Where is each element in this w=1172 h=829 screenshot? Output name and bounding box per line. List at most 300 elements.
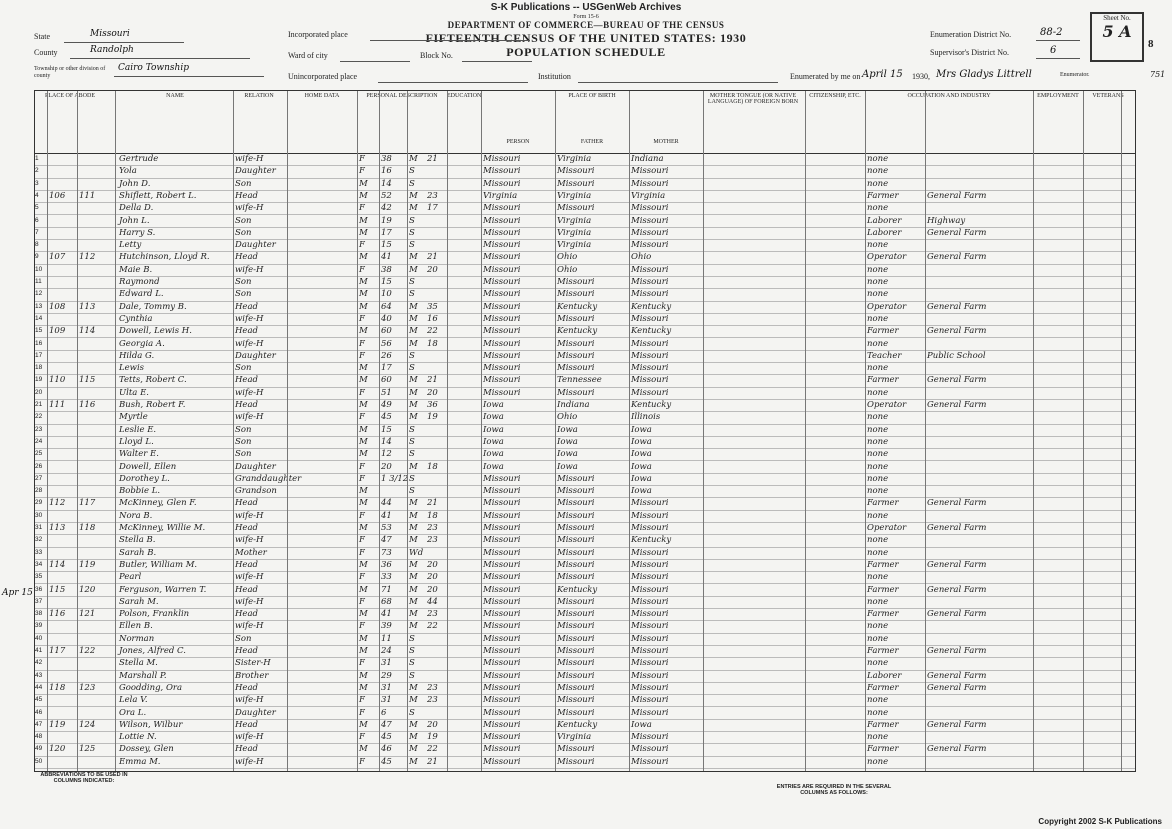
marital-status: Wd: [409, 547, 424, 558]
person-name: Gertrude: [119, 154, 159, 164]
sex: F: [359, 572, 365, 583]
age: 68: [381, 596, 392, 607]
sex: M: [359, 486, 368, 497]
page-number: 751: [1150, 70, 1166, 79]
birthplace-father: Virginia: [557, 227, 592, 238]
birthplace-father: Indiana: [557, 400, 590, 410]
table-row: [35, 264, 1135, 277]
marital-status: M: [409, 584, 418, 595]
table-row: [35, 522, 1135, 535]
age: 56: [381, 338, 392, 349]
person-name: Dowell, Lewis H.: [119, 326, 192, 337]
occupation: Farmer: [867, 498, 899, 509]
marital-status: S: [409, 436, 415, 447]
birthplace-father: Missouri: [557, 707, 595, 718]
marital-status: M: [409, 412, 418, 423]
marital-status: S: [409, 240, 415, 251]
row-number: 45: [35, 696, 43, 704]
birthplace-mother: Missouri: [631, 166, 669, 177]
marital-status: S: [409, 178, 415, 189]
birthplace-person: Missouri: [483, 646, 521, 656]
sex: M: [359, 436, 368, 447]
marital-status: M: [409, 375, 418, 386]
age: 41: [381, 252, 392, 263]
birthplace-mother: Iowa: [631, 436, 652, 447]
sex: M: [359, 252, 368, 263]
relation: Head: [235, 498, 258, 509]
age: 12: [381, 449, 392, 460]
age: 46: [381, 744, 392, 755]
relation: Head: [235, 375, 258, 386]
family-number: 125: [79, 744, 96, 755]
birthplace-mother: Iowa: [631, 473, 652, 484]
marital-status: S: [409, 670, 415, 681]
enumerated-label: Enumerated by me on: [790, 72, 861, 81]
table-row: [35, 276, 1135, 289]
family-number: 120: [79, 584, 96, 595]
age: 6: [381, 707, 387, 718]
table-row: [35, 153, 1135, 166]
person-name: McKinney, Glen F.: [119, 498, 197, 509]
birthplace-person: Missouri: [483, 486, 521, 497]
table-row: [35, 608, 1135, 621]
person-name: Dorothey L.: [119, 473, 170, 484]
family-number: 118: [79, 523, 96, 533]
person-name: Hutchinson, Lloyd R.: [119, 252, 210, 263]
age: 24: [381, 646, 392, 656]
person-name: McKinney, Willie M.: [119, 523, 206, 533]
table-row: [35, 165, 1135, 178]
birthplace-person: Missouri: [483, 732, 521, 743]
birthplace-person: Iowa: [483, 400, 504, 410]
industry: General Farm: [927, 190, 987, 201]
dwelling-number: 115: [49, 584, 66, 595]
table-row: [35, 682, 1135, 695]
relation: Head: [235, 400, 258, 410]
person-name: Raymond: [119, 277, 160, 287]
birthplace-father: Missouri: [557, 498, 595, 509]
row-number: 30: [35, 511, 43, 519]
dwelling-number: 109: [49, 326, 66, 337]
sex: F: [359, 461, 365, 472]
birthplace-mother: Kentucky: [631, 535, 672, 546]
table-row: [35, 338, 1135, 351]
sex: M: [359, 523, 368, 533]
county-value: Randolph: [90, 45, 134, 55]
person-name: Dossey, Glen: [119, 744, 174, 755]
state-label: State: [34, 32, 50, 41]
table-row: [35, 534, 1135, 547]
family-number: 119: [79, 559, 96, 570]
row-number: 19: [35, 376, 43, 384]
table-row: [35, 485, 1135, 498]
col-education: EDUCATION: [447, 93, 482, 99]
birthplace-father: Kentucky: [557, 584, 598, 595]
dwelling-number: 116: [49, 609, 66, 620]
age-at-marriage: 20: [427, 559, 438, 570]
age-at-marriage: 19: [427, 732, 438, 743]
row-number: 3: [35, 179, 39, 187]
birthplace-mother: Kentucky: [631, 301, 672, 312]
age: 47: [381, 719, 392, 730]
col-name: NAME: [166, 93, 184, 99]
birthplace-person: Missouri: [483, 350, 521, 361]
row-number: 6: [35, 216, 39, 224]
person-name: Shiflett, Robert L.: [119, 190, 197, 201]
birthplace-mother: Missouri: [631, 264, 669, 275]
age: 38: [381, 264, 392, 275]
row-number: 38: [35, 610, 43, 618]
row-number: 7: [35, 228, 39, 236]
incorporated-label: Incorporated place: [288, 30, 348, 39]
birthplace-person: Missouri: [483, 559, 521, 570]
relation: wife-H: [235, 313, 264, 324]
family-number: 113: [79, 301, 96, 312]
relation: wife-H: [235, 154, 264, 164]
age: 19: [381, 215, 392, 226]
age: 17: [381, 227, 392, 238]
enumerator-label: Enumerator.: [1060, 72, 1090, 78]
birthplace-father: Missouri: [557, 695, 595, 706]
table-row: [35, 657, 1135, 670]
table-row: [35, 596, 1135, 609]
birthplace-person: Missouri: [483, 166, 521, 177]
enum-district-label: Enumeration District No.: [930, 30, 1012, 39]
person-name: Georgia A.: [119, 338, 165, 349]
age-at-marriage: 21: [427, 154, 438, 164]
birthplace-mother: Missouri: [631, 215, 669, 226]
col-place-of-birth: PLACE OF BIRTH: [568, 93, 616, 99]
marital-status: M: [409, 744, 418, 755]
birthplace-person: Missouri: [483, 313, 521, 324]
person-name: Polson, Franklin: [119, 609, 190, 620]
birthplace-mother: Missouri: [631, 240, 669, 251]
birthplace-mother: Missouri: [631, 609, 669, 620]
age: 14: [381, 436, 392, 447]
table-row: [35, 694, 1135, 707]
marital-status: S: [409, 215, 415, 226]
birthplace-father: Missouri: [557, 510, 595, 521]
birthplace-person: Missouri: [483, 572, 521, 583]
person-name: Cynthia: [119, 313, 153, 324]
industry: Highway: [927, 215, 966, 226]
sex: M: [359, 400, 368, 410]
family-number: 124: [79, 719, 96, 730]
row-number: 50: [35, 757, 43, 765]
birthplace-mother: Missouri: [631, 227, 669, 238]
dwelling-number: 107: [49, 252, 66, 263]
birthplace-person: Missouri: [483, 264, 521, 275]
birthplace-person: Iowa: [483, 461, 504, 472]
industry: General Farm: [927, 301, 987, 312]
relation: wife-H: [235, 264, 264, 275]
birthplace-father: Missouri: [557, 658, 595, 669]
industry: General Farm: [927, 375, 987, 386]
industry: General Farm: [927, 719, 987, 730]
birthplace-person: Missouri: [483, 289, 521, 300]
sex: M: [359, 609, 368, 620]
relation: Head: [235, 646, 258, 656]
marital-status: M: [409, 461, 418, 472]
relation: Head: [235, 190, 258, 201]
birthplace-father: Missouri: [557, 572, 595, 583]
industry: General Farm: [927, 227, 987, 238]
age: 51: [381, 387, 392, 398]
birthplace-person: Missouri: [483, 707, 521, 718]
sex: F: [359, 264, 365, 275]
sex: F: [359, 707, 365, 718]
birthplace-person: Iowa: [483, 424, 504, 435]
birthplace-mother: Missouri: [631, 633, 669, 644]
birthplace-person: Missouri: [483, 621, 521, 632]
birthplace-father: Virginia: [557, 154, 592, 164]
row-number: 46: [35, 708, 43, 716]
birthplace-person: Missouri: [483, 375, 521, 386]
relation: wife-H: [235, 412, 264, 423]
age-at-marriage: 18: [427, 461, 438, 472]
sex: F: [359, 596, 365, 607]
row-number: 43: [35, 671, 43, 679]
occupation: none: [867, 732, 889, 743]
birthplace-mother: Missouri: [631, 695, 669, 706]
family-number: 121: [79, 609, 96, 620]
age: 33: [381, 572, 392, 583]
sex: M: [359, 449, 368, 460]
age-at-marriage: 44: [427, 596, 438, 607]
birthplace-mother: Missouri: [631, 658, 669, 669]
occupation: none: [867, 412, 889, 423]
row-number: 18: [35, 364, 43, 372]
occupation: none: [867, 424, 889, 435]
age: 10: [381, 289, 392, 300]
table-row: [35, 215, 1135, 228]
birthplace-father: Iowa: [557, 461, 578, 472]
age-at-marriage: 23: [427, 190, 438, 201]
occupation: Farmer: [867, 559, 899, 570]
entries-heading: ENTRIES ARE REQUIRED IN THE SEVERAL COLUMNS AS FOLLOWS:: [776, 784, 892, 796]
row-number: 22: [35, 413, 43, 421]
birthplace-mother: Missouri: [631, 670, 669, 681]
relation: wife-H: [235, 732, 264, 743]
birthplace-father: Missouri: [557, 744, 595, 755]
birthplace-mother: Missouri: [631, 203, 669, 214]
birthplace-mother: Missouri: [631, 277, 669, 287]
birthplace-mother: Missouri: [631, 510, 669, 521]
occupation: none: [867, 473, 889, 484]
age: 45: [381, 412, 392, 423]
birthplace-mother: Missouri: [631, 289, 669, 300]
birthplace-person: Missouri: [483, 301, 521, 312]
birthplace-father: Missouri: [557, 756, 595, 767]
sex: M: [359, 559, 368, 570]
person-name: Hilda G.: [119, 350, 155, 361]
person-name: Dowell, Ellen: [119, 461, 177, 472]
row-number: 4: [35, 191, 39, 199]
table-row: [35, 620, 1135, 633]
row-number: 40: [35, 634, 43, 642]
industry: General Farm: [927, 670, 987, 681]
age: 47: [381, 535, 392, 546]
sex: M: [359, 424, 368, 435]
row-number: 13: [35, 302, 43, 310]
industry: General Farm: [927, 400, 987, 410]
relation: Head: [235, 682, 258, 693]
age-at-marriage: 19: [427, 412, 438, 423]
person-name: Maie B.: [119, 264, 153, 275]
birthplace-mother: Missouri: [631, 732, 669, 743]
person-name: Nora B.: [119, 510, 153, 521]
sex: F: [359, 658, 365, 669]
relation: Grandson: [235, 486, 277, 497]
relation: Head: [235, 523, 258, 533]
marital-status: M: [409, 326, 418, 337]
table-row: [35, 325, 1135, 338]
sex: M: [359, 744, 368, 755]
sex: M: [359, 178, 368, 189]
birthplace-person: Missouri: [483, 658, 521, 669]
relation: wife-H: [235, 756, 264, 767]
occupation: Operator: [867, 523, 907, 533]
marital-status: M: [409, 190, 418, 201]
birthplace-person: Iowa: [483, 436, 504, 447]
col-birth-mother: MOTHER: [653, 139, 679, 145]
birthplace-person: Missouri: [483, 203, 521, 214]
table-row: [35, 670, 1135, 683]
industry: General Farm: [927, 498, 987, 509]
birthplace-father: Missouri: [557, 559, 595, 570]
relation: Son: [235, 277, 252, 287]
age-at-marriage: 18: [427, 510, 438, 521]
person-name: Norman: [119, 633, 155, 644]
occupation: none: [867, 707, 889, 718]
occupation: none: [867, 436, 889, 447]
row-number: 49: [35, 745, 43, 753]
birthplace-person: Missouri: [483, 719, 521, 730]
birthplace-mother: Missouri: [631, 572, 669, 583]
birthplace-father: Missouri: [557, 523, 595, 533]
col-birth-father: FATHER: [580, 139, 604, 145]
birthplace-father: Missouri: [557, 596, 595, 607]
age-at-marriage: 21: [427, 756, 438, 767]
birthplace-father: Missouri: [557, 277, 595, 287]
col-place-of-abode: PLACE OF ABODE: [44, 93, 95, 99]
industry: General Farm: [927, 326, 987, 337]
family-number: 115: [79, 375, 96, 386]
birthplace-mother: Missouri: [631, 547, 669, 558]
table-row: [35, 288, 1135, 301]
person-name: Della D.: [119, 203, 154, 214]
sex: F: [359, 547, 365, 558]
sex: F: [359, 412, 365, 423]
census-title: FIFTEENTH CENSUS OF THE UNITED STATES: 1930: [425, 31, 747, 45]
age-at-marriage: 20: [427, 719, 438, 730]
row-number: 9: [35, 253, 39, 261]
marital-status: S: [409, 633, 415, 644]
table-row: [35, 313, 1135, 326]
birthplace-father: Kentucky: [557, 326, 598, 337]
birthplace-mother: Missouri: [631, 744, 669, 755]
person-name: Marshall P.: [119, 670, 167, 681]
marital-status: M: [409, 596, 418, 607]
marital-status: M: [409, 264, 418, 275]
marital-status: S: [409, 350, 415, 361]
relation: Son: [235, 424, 252, 435]
birthplace-person: Missouri: [483, 252, 521, 263]
person-name: Bobbie L.: [119, 486, 161, 497]
marital-status: M: [409, 695, 418, 706]
birthplace-mother: Missouri: [631, 646, 669, 656]
col-birth-person: PERSON: [506, 139, 530, 145]
table-row: [35, 497, 1135, 510]
table-row: [35, 301, 1135, 314]
occupation: none: [867, 572, 889, 583]
dwelling-number: 113: [49, 523, 66, 533]
occupation: none: [867, 264, 889, 275]
occupation: Farmer: [867, 584, 899, 595]
relation: wife-H: [235, 596, 264, 607]
margin-note: Apr 15: [2, 588, 33, 598]
birthplace-father: Ohio: [557, 264, 578, 275]
person-name: Emma M.: [119, 756, 161, 767]
birthplace-father: Missouri: [557, 203, 595, 214]
relation: wife-H: [235, 203, 264, 214]
birthplace-mother: Missouri: [631, 387, 669, 398]
occupation: none: [867, 547, 889, 558]
family-number: 117: [79, 498, 96, 509]
birthplace-mother: Missouri: [631, 621, 669, 632]
marital-status: S: [409, 424, 415, 435]
row-number: 42: [35, 659, 43, 667]
age-at-marriage: 21: [427, 252, 438, 263]
table-row: [35, 387, 1135, 400]
relation: wife-H: [235, 572, 264, 583]
col-occupation: OCCUPATION AND INDUSTRY: [907, 93, 991, 99]
birthplace-person: Missouri: [483, 584, 521, 595]
relation: wife-H: [235, 387, 264, 398]
birthplace-person: Missouri: [483, 338, 521, 349]
birthplace-person: Missouri: [483, 596, 521, 607]
marital-status: S: [409, 646, 415, 656]
row-number: 34: [35, 560, 43, 568]
occupation: none: [867, 338, 889, 349]
dwelling-number: 118: [49, 682, 66, 693]
birthplace-father: Virginia: [557, 732, 592, 743]
age-at-marriage: 20: [427, 572, 438, 583]
relation: Head: [235, 252, 258, 263]
marital-status: S: [409, 658, 415, 669]
occupation: Laborer: [867, 215, 902, 226]
age: 71: [381, 584, 392, 595]
age: 17: [381, 363, 392, 374]
industry: General Farm: [927, 609, 987, 620]
row-number: 20: [35, 388, 43, 396]
birthplace-father: Iowa: [557, 436, 578, 447]
birthplace-mother: Missouri: [631, 363, 669, 374]
table-row: [35, 411, 1135, 424]
township-label: Township or other division of county: [34, 66, 106, 79]
birthplace-father: Virginia: [557, 240, 592, 251]
marital-status: M: [409, 682, 418, 693]
relation: wife-H: [235, 535, 264, 546]
age-at-marriage: 18: [427, 338, 438, 349]
row-number: 1: [35, 155, 39, 162]
age: 15: [381, 277, 392, 287]
person-name: Myrtle: [119, 412, 148, 423]
dwelling-number: 119: [49, 719, 66, 730]
marital-status: M: [409, 387, 418, 398]
sex: F: [359, 387, 365, 398]
marital-status: M: [409, 756, 418, 767]
